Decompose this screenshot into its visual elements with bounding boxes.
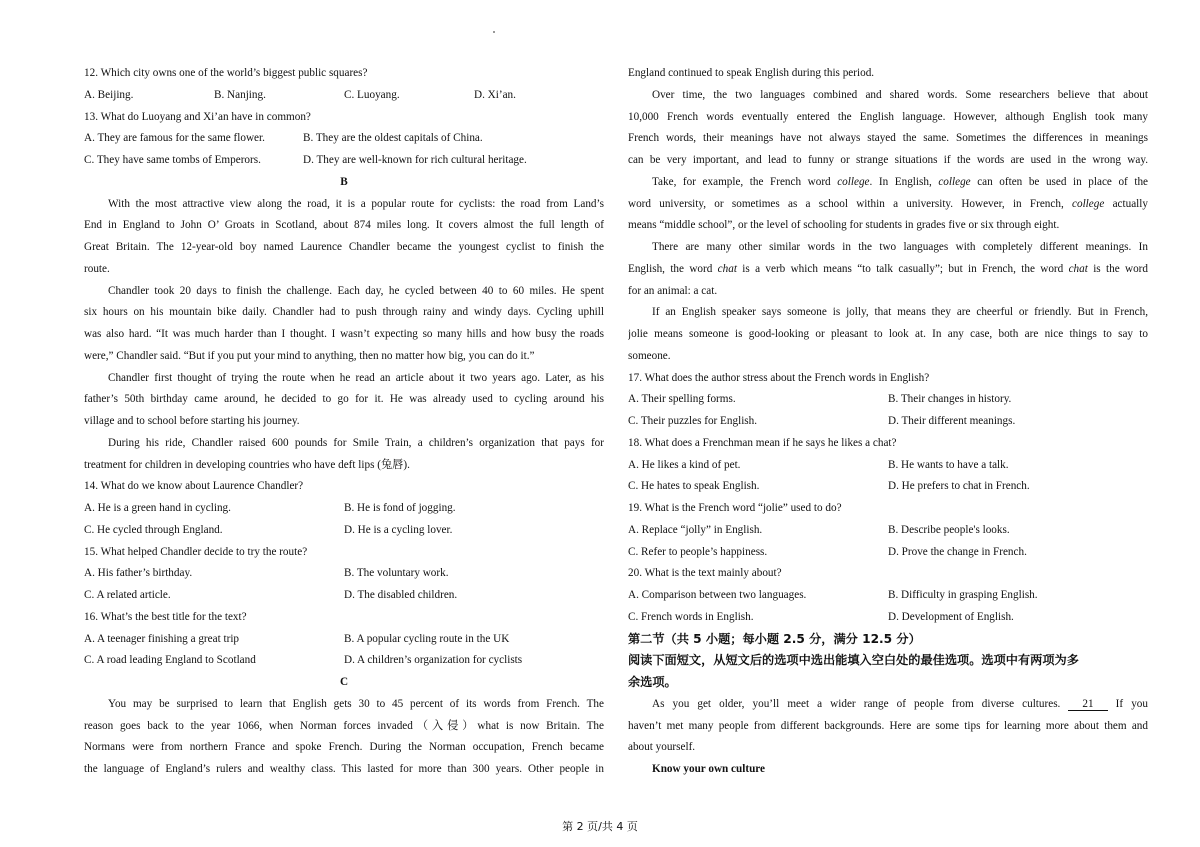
question-15-options-ab: [84, 563, 604, 585]
text-run: If you: [1107, 697, 1148, 710]
option-d: D. He prefers to chat in French.: [888, 480, 1030, 493]
passage-c-paragraph-2: [628, 85, 1148, 172]
passage-c-paragraph-jolly: [628, 302, 1148, 367]
keyword-college: college: [837, 175, 870, 188]
text-line: You may be surprised to learn that English gets 30 to 45 percent of its words from French. The: [108, 697, 604, 710]
option-a: A. He likes a kind of pet.: [628, 458, 741, 471]
option-c: C. They have same tombs of Emperors.: [84, 154, 261, 166]
option-c: C. A road leading England to Scotland: [84, 654, 256, 667]
text-run: is a verb which means “to talk casually”; but in French, the word: [736, 262, 1069, 275]
keyword-chat: chat: [717, 262, 737, 275]
question-17-options-ab: [628, 389, 1148, 411]
text-line: father’s 50th birthday came around, he decided to go for it. He was already used to cycling around his: [84, 393, 604, 406]
passage-c-paragraph-chat: [628, 237, 1148, 302]
text-line: Great Britain. The 12-year-old boy named Laurence Chandler became the youngest cyclist to finish the: [84, 241, 604, 253]
text-line: [628, 172, 1148, 194]
text-line: French words, their meanings have not always stayed the same. Sometimes the differences in meanings: [628, 132, 1148, 145]
text-line: route.: [84, 262, 110, 275]
question-19-options-cd: [628, 542, 1148, 564]
passage-b-paragraph-2: [84, 281, 604, 368]
text-run: . In English,: [869, 175, 939, 188]
text-line: If an English speaker says someone is jolly, that means they are cheerful or friendly. But in French,: [652, 306, 1148, 319]
option-c: C. He hates to speak English.: [628, 480, 760, 493]
text-line: were,” Chandler said. “But if you put your mind to anything, then no matter how big, you can do it.”: [84, 349, 535, 362]
question-18-options-cd: [628, 476, 1148, 498]
option-c: C. Their puzzles for English.: [628, 415, 758, 427]
question-18-options-ab: [628, 455, 1148, 477]
passage-c-paragraph-college: [628, 172, 1148, 237]
option-b: B. They are the oldest capitals of China.: [303, 132, 483, 145]
option-b: B. A popular cycling route in the UK: [344, 632, 510, 645]
passage-d-paragraph-1: [628, 694, 1148, 759]
option-b: B. The voluntary work.: [344, 567, 449, 580]
text-run: can often be used in place of the: [970, 175, 1148, 188]
option-d: D. They are well-known for rich cultural heritage.: [303, 154, 527, 166]
text-line: about yourself.: [628, 741, 696, 754]
option-d: D. Their different meanings.: [888, 415, 1016, 427]
text-line: was also hard. “It was much harder than I thought. I wasn’t expecting so many hills and how busy the roads: [84, 328, 604, 340]
option-d: D. A children’s organization for cyclists: [344, 654, 523, 667]
text-line: six hours on his mountain bike daily. Chandler had to push through rainy and windy days. Cycling uphill: [84, 306, 604, 319]
right-column: [628, 63, 1148, 781]
left-column: [84, 63, 604, 781]
option-c: C. He cycled through England.: [84, 523, 223, 536]
question-17-options-cd: [628, 411, 1148, 433]
section-2-instructions: 阅读下面短文，从短文后的选项中选出能填入空白处的最佳选项。选项中有两项为多: [628, 653, 1079, 668]
question-14-options-cd: [84, 520, 604, 542]
page-number: 第 2 页/共 4 页: [562, 820, 638, 833]
question-20-options-ab: [628, 585, 1148, 607]
text-line: There are many other similar words in the two languages with completely different meanings. In: [652, 241, 1148, 253]
text-line: haven’t met many people from different backgrounds. Here are some tips for learning more about them and: [628, 719, 1148, 732]
option-a: A. A teenager finishing a great trip: [84, 632, 240, 645]
text-line: for an animal: a cat.: [628, 284, 718, 297]
section-b-heading: B: [340, 175, 348, 188]
question-12: 12. Which city owns one of the world’s biggest public squares?: [84, 67, 368, 79]
option-b: B. He is fond of jogging.: [344, 502, 456, 514]
question-14: 14. What do we know about Laurence Chandler?: [84, 480, 304, 493]
option-d: D. He is a cycling lover.: [344, 523, 453, 536]
option-a: A. Their spelling forms.: [628, 393, 736, 406]
question-19-options-ab: [628, 520, 1148, 542]
option-a: A. They are famous for the same flower.: [84, 132, 265, 145]
text-line: the language of England’s rulers and wealthy class. This lasted for more than 300 years. Other people in: [84, 763, 604, 775]
option-b: B. Describe people's looks.: [888, 523, 1010, 536]
option-d: D. The disabled children.: [344, 589, 458, 601]
text-line: village and to school before starting his journey.: [84, 415, 300, 427]
scan-mark: [493, 31, 495, 33]
keyword-college: college: [938, 175, 971, 188]
question-17: 17. What does the author stress about the French words in English?: [628, 371, 930, 384]
option-a: A. Beijing.: [84, 88, 134, 101]
option-c: C. Refer to people’s happiness.: [628, 545, 768, 558]
option-c: C. Luoyang.: [344, 88, 400, 101]
text-line: means “middle school”, or the level of schooling for students in grades five or six through eight.: [628, 219, 1060, 232]
text-line: can be very important, and lead to funny or strange situations if the words are used in the wrong way.: [628, 154, 1148, 166]
option-b: B. Difficulty in grasping English.: [888, 589, 1038, 601]
option-a: A. Comparison between two languages.: [628, 589, 807, 601]
option-a: A. Replace “jolly” in English.: [628, 523, 763, 536]
option-d: D. Xi’an.: [474, 88, 516, 101]
text-line: End in England to John O’ Groats in Scotland, about 874 miles long. It covers almost the full length of: [84, 219, 604, 232]
text-run: word university, or sometimes as a school within a university. However, in French,: [628, 197, 1073, 210]
option-c: C. French words in English.: [628, 610, 754, 623]
text-run: is the word: [1087, 262, 1148, 275]
text-line: [628, 194, 1148, 216]
question-13-options-cd: [84, 150, 604, 172]
text-line: 10,000 French words eventually entered the English language. However, although English took many: [628, 110, 1148, 123]
question-12-options: [84, 85, 604, 107]
option-a: A. He is a green hand in cycling.: [84, 502, 231, 514]
keyword-chat: chat: [1068, 262, 1088, 275]
question-15-options-cd: [84, 585, 604, 607]
option-a: A. His father’s birthday.: [84, 567, 193, 580]
question-15: 15. What helped Chandler decide to try the route?: [84, 545, 308, 558]
option-d: D. Prove the change in French.: [888, 545, 1027, 558]
question-14-options-ab: [84, 498, 604, 520]
text-run: As you get older, you’ll meet a wider range of people from diverse cultures.: [652, 697, 1069, 710]
option-b: B. He wants to have a talk.: [888, 458, 1009, 471]
text-line: Over time, the two languages combined and shared words. Some researchers believe that about: [652, 88, 1148, 101]
question-20: 20. What is the text mainly about?: [628, 567, 782, 580]
text-line: With the most attractive view along the road, it is a popular route for cyclists: the road from Land’s: [108, 197, 604, 210]
question-13-options-ab: [84, 128, 604, 150]
question-13: 13. What do Luoyang and Xi’an have in common?: [84, 110, 311, 123]
text-line: reason goes back to the year 1066, when Norman forces invaded（入侵）what is now Britain. The: [84, 719, 604, 732]
blank-21: 21: [1068, 698, 1107, 711]
option-c: C. A related article.: [84, 589, 171, 601]
text-line: Chandler first thought of trying the route when he read an article about it two years ago. Later, as his: [108, 371, 604, 384]
passage-c-paragraph-1: [84, 694, 604, 781]
text-line: jolie means someone is good-looking or pleasant to look at. In any case, both are nice things to say to: [628, 328, 1148, 340]
question-19: 19. What is the French word “jolie” used to do?: [628, 502, 842, 514]
subheading: Know your own culture: [652, 763, 766, 775]
text-line: England continued to speak English during this period.: [628, 67, 875, 79]
text-line: [628, 694, 1148, 716]
text-line: someone.: [628, 349, 671, 362]
text-line: [628, 259, 1148, 281]
keyword-college: college: [1072, 197, 1105, 210]
section-2-title: 第二节（共 5 小题；每小题 2.5 分，满分 12.5 分）: [628, 631, 921, 646]
question-16-options-ab: [84, 629, 604, 651]
text-run: English, the word: [628, 262, 718, 275]
text-line: Chandler took 20 days to finish the challenge. Each day, he cycled between 40 to 60 miles. He spent: [108, 284, 604, 297]
question-16: 16. What’s the best title for the text?: [84, 610, 247, 623]
option-d: D. Development of English.: [888, 610, 1014, 623]
section-c-heading: C: [339, 676, 349, 688]
text-line: Normans were from northern France and spoke French. During the Norman occupation, French became: [84, 741, 604, 754]
passage-b-paragraph-1: [84, 194, 604, 281]
option-b: B. Their changes in history.: [888, 393, 1012, 406]
text-line: During his ride, Chandler raised 600 pounds for Smile Train, a children’s organization that pays for: [108, 436, 604, 449]
passage-b-paragraph-4: [84, 433, 604, 477]
question-18: 18. What does a Frenchman mean if he says he likes a chat?: [628, 436, 897, 449]
passage-b-paragraph-3: [84, 368, 604, 433]
question-20-options-cd: [628, 607, 1148, 629]
section-2-instructions-cont: 余选项。: [628, 675, 677, 689]
text-run: Take, for example, the French word: [652, 175, 838, 188]
text-run: actually: [1104, 197, 1148, 210]
question-16-options-cd: [84, 650, 604, 672]
text-line: treatment for children in developing countries who have deft lips (兔唇).: [84, 458, 410, 471]
option-b: B. Nanjing.: [214, 88, 266, 101]
